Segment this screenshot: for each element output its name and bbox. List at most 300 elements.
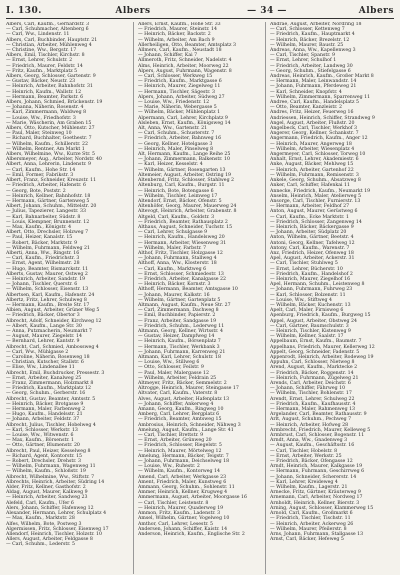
directory-entry: Angel, August, Arbeiter, Flußstr. 20	[270, 120, 355, 126]
directory-entry: Andreas, Anna, Ww., Kapellenweg 3	[270, 48, 356, 54]
directory-entry: — Carl, Tischler, Stuhlweg 5	[270, 261, 338, 267]
directory-entry: Albrecht, Wilhelmine, Ww., Stiftstr. 7	[6, 474, 95, 480]
directory-entry: — Robert, Drechsler, Drehstr. 3	[6, 459, 81, 465]
directory-entry: Althoff, Anna, Ww., Klosterstr. 18	[138, 261, 217, 267]
directory-entry: Anke, August, Bäcker, Mehlweg 15	[270, 162, 354, 168]
directory-entry: — Heinrich, Tischler, Kistenweg 9	[270, 328, 351, 334]
directory-entry: — Heinrich, Kellner, Bahnhofstr. 18	[6, 193, 91, 199]
directory-entry: Alefeld, Carl, Kaufm., Ufer 6	[6, 500, 74, 506]
directory-entry: — Johann, Schiffer, Ankerweg 4	[138, 401, 214, 407]
directory-entry: — Heinrich, Bäcker, Kornstr. 3	[138, 282, 211, 288]
directory-entry: Allmers, Carl, Kaufm., Neustadt 18	[138, 48, 222, 54]
column-2	[138, 22, 266, 574]
directory-entry: Alsleben, Ernst, Kaufm., Königsweg 14	[138, 120, 231, 126]
directory-entry: Alpermann, Carl, Lehrer, Kirchplatz 9	[138, 115, 228, 121]
directory-entry: Alberti, Anna, Ww., Ringstr. 16	[6, 250, 80, 256]
directory-entry: Altrogge, Heinrich, Maurer, Steingasse 17	[138, 386, 239, 392]
directory-entry: — Paul, Maler, Steinweg 10	[6, 131, 72, 137]
directory-entry: — Gustav, Heizer, Dampfweg 14	[138, 334, 215, 340]
directory-entry: — Friedrich, Tischler, Tischstr. 11	[270, 516, 351, 522]
directory-entry: — Max, Kaufm., Marktstr. 28	[6, 516, 75, 522]
directory-entry: Ammermann, August, Arbeiter, Moorgasse 16	[138, 495, 248, 501]
directory-entry: — Albert, Kaufm., Lange Str. 30	[6, 323, 82, 329]
directory-entry: — Heinrich, Arbeiter, Gartenhof 22	[270, 167, 354, 173]
directory-entry: — Christine, Ww., Bergstr. 17	[6, 48, 77, 54]
directory-entry: Albrecht, Julius, Tischler, Hobelweg 4	[6, 422, 96, 428]
directory-entry: — Johann, Schiffer, Fährweg 10	[270, 386, 346, 392]
directory-entry: — Louise, Ww., Ruhestr. 2	[138, 464, 200, 470]
directory-entry: — Hermann, Maler, Leinwandstr. 14	[270, 79, 357, 85]
directory-entry: — Otto, Gärtner, Blumenstr. 20	[6, 443, 80, 449]
directory-entry: — Heinrich, Arbeiter, Hofweg 28	[270, 422, 349, 428]
directory-entry: — Christian, Arbeiter, Mühlenweg 4	[6, 42, 92, 48]
directory-entry: Antoni, Georg, Kellner, Tafelweg 12	[270, 240, 355, 246]
directory-entry: — Heinrich, Arbeiter, Sandweg 23	[6, 495, 88, 501]
directory-entry: Albers, Carl, Buchbinder, Hauptstr. 21	[6, 37, 98, 43]
directory-entry: Albersmeyer, Aug., Arbeiter, Nordstr. 40	[6, 157, 102, 163]
directory-entry: — Carl, Kaufm., Hohe Str. 14	[6, 167, 76, 173]
directory-entry: Andriessen, Heinrich, Schiffer, Strandweg 9	[270, 115, 375, 121]
directory-entry: — Wilhelm, Arbeiter, Feldrain 25	[138, 375, 217, 381]
directory-entry: — Carl, Schuhm., Lederstr. 5	[6, 542, 75, 548]
directory-entry: — Wilhelm, Gärtner, Gartenplatz 5	[138, 297, 221, 303]
directory-entry: Alexander, Hermann, Lehrer, Schulplatz 4	[6, 511, 107, 517]
directory-entry: Alves, August, Arbeiter, Hafenplatz 13	[138, 396, 230, 402]
directory-entry: — Wilhelm, Tischler, Leimweg 17	[138, 193, 218, 199]
directory-entry: — Wilhelm, Kaufm., Schillerstr. 22	[6, 141, 88, 147]
directory-entry: Arendt, Ernst, Lehrer, Schulweg 22	[270, 396, 355, 402]
directory-entry: Ankele, Georg, Schuhm., Absatzweg 8	[270, 178, 361, 184]
directory-entry: Alpers, August, Fuhrmann, Wagenstr. 8	[138, 68, 232, 74]
directory-entry: — Carl, Zimmermann, Dachweg 8	[138, 308, 219, 314]
directory-entry: — Carl, Schuhmacher, Altenberg 6	[6, 27, 89, 33]
directory-entry: Altmeyer, Fritz, Bäcker, Semmelstr. 2	[138, 381, 227, 387]
directory-entry: — Johann, Fuhrmann, Pferdeweg 21	[270, 84, 357, 90]
directory-entry: Arnholdt, Heinrich, Kellner, Bierstr. 3	[270, 500, 360, 506]
directory-entry: — Carl, Tischler, Brettstr. 9	[138, 433, 204, 439]
directory-entry: Albers, Georg, Schlosser, Gartenstr. 9	[6, 74, 96, 80]
directory-entry: — Wilhelm, Fuhrmann, Wagenweg 11	[6, 464, 96, 470]
directory-entry: Albrecht, Gustav, Beamter, Amtsstr. 5	[6, 396, 96, 402]
directory-entry: — Max, Kaufm., Börsenstr. 1	[6, 438, 75, 444]
directory-entry: Altemeier, August, Arbeiter, Ostring 19	[138, 172, 232, 178]
directory-entry: — Heinrich, Maler, Pinselweg 8	[138, 146, 214, 152]
directory-entry: Albers, Johann, Schmied, Brückenstr. 19	[6, 100, 103, 106]
directory-entry: — Ernst, Arbeiter, Werkstr. 25	[270, 453, 342, 459]
directory-entry: Albrecht, Carl, Schmied, Ambossweg 4	[6, 344, 99, 350]
directory-entry: — Johann, Maurer, Kalkstr. 16	[138, 292, 210, 298]
directory-entry: — Christian, Kutscher, Stallstr. 6	[6, 360, 84, 366]
directory-entry: — Ernst, Lehrer, Schulhof 1	[270, 58, 337, 64]
directory-entry: — Ernst, Agent, Wilhelmstr. 28	[6, 261, 80, 267]
directory-entry: Allerheiligen, Otto, Beamter, Amtsplatz 3	[138, 42, 236, 48]
directory-entry: Albert, Franz, Schneider, Kreuzstr. 11	[6, 178, 97, 184]
directory-entry: — Hermann, Beamter, Parkstr. 6	[6, 94, 84, 100]
directory-entry: Allendorf, Heinrich, Tischler, Holzstr. 10	[6, 531, 103, 537]
directory-entry: — Heinrich, Bote, Botengasse 6	[138, 188, 214, 194]
directory-entry: Arnemann, Carl, Arbeiter, Nordweg 17	[270, 495, 363, 501]
directory-entry: Appuhn, Carl, Schlosser, Nietweg 8	[270, 360, 355, 366]
directory-entry: — Johann, Schiffer, Kai 7	[138, 53, 198, 59]
directory-entry: — Wilhelm, Kaufm., Schloßstr. 19	[6, 469, 86, 475]
directory-entry: — Heinrich, Maurer, Quaderweg 19	[138, 505, 224, 511]
directory-entry: Albert, Anna, Lehrerin, Lindenstr. 9	[6, 162, 92, 168]
directory-entry: Apel, August, Arbeiter, Ackerstr. 31	[270, 256, 355, 262]
directory-entry: — Heinrich, Arbeiter, Sandstr. 19	[6, 276, 86, 282]
directory-entry: Altevogt, Heinrich, Arbeiter, Grabenstr. 8	[138, 209, 237, 215]
directory-entry: Althoff, Hermann, Beamter, Amtsgasse 10	[138, 287, 238, 293]
directory-entry: — Paul, Heizer, Kanalstr. 15	[6, 235, 73, 241]
column-3	[270, 22, 394, 574]
directory-entry: — Hermann, Tischler, Sägestr. 3	[138, 89, 215, 95]
directory-entry: Arnst, Carl, Bäcker, Hefeweg 5	[270, 537, 344, 543]
directory-entry: Altmann, August, Kaufm., Neue Str. 27	[138, 302, 231, 308]
directory-entry: — Wilhelm, Fuhrmann, Remisenstr. 3	[270, 172, 359, 178]
directory-entry: Andree, Carl, Kaufm., Handelsplatz 5	[270, 100, 359, 106]
directory-entry: Albertsen, Karl, Kaufm., Hafenstr. 24	[6, 292, 95, 298]
directory-entry: Ammon, Fritz, Kaufm., Ladenstr. 3	[138, 511, 221, 517]
directory-entry: Alers, Johann, Schiffer, Hafenweg 12	[6, 505, 94, 511]
directory-entry: Ansorge, Carl, Tischler, Furnierstr. 13	[270, 198, 361, 204]
directory-entry: Angelbeck, Carl, Tischler, Werkhof 3	[270, 126, 357, 132]
directory-entry: — Ernst, Arbeiter, Grünweg 20	[138, 438, 212, 444]
directory-entry: Andrae, August, Arbeiter, Nordring 18	[270, 22, 362, 27]
directory-entry: — Georg, Schuhm., Gerberstr. 16	[6, 391, 86, 397]
directory-entry: Alpers, Johann, Arbeiter, Südweg 27	[138, 94, 225, 100]
column-1	[6, 22, 134, 574]
directory-entry: — Karl, Zimmermann, Waldweg 8	[6, 110, 87, 116]
directory-entry: — Marie, Näherin, Webergasse 5	[138, 105, 217, 111]
directory-entry: — Heinrich, Maurer, Mörtelweg 12	[138, 448, 222, 454]
directory-entry: — Hugo, Beamter, Bismarckstr. 11	[6, 266, 89, 272]
directory-entry: Albert, Johann, Schuhm., Mittelstr. 20	[6, 204, 97, 210]
directory-entry: Alberts, Gustav, Maurer, Ostweg 2	[6, 271, 88, 277]
directory-entry: — Carl, Kaufm., Friedrichstr. 3	[6, 256, 80, 262]
directory-entry: Albrecht, Adolf, Schneider, Kirchweg 12	[6, 318, 102, 324]
directory-entry: Altendorf, Ernst, Bäcker, Ofenstr. 5	[138, 198, 222, 204]
directory-entry: — Wilhelm, Zimmermann, Sparrenweg 11	[270, 94, 371, 100]
directory-entry: — Johann, Arbeiter, Südplatz 20	[270, 230, 347, 236]
directory-entry: — Friedrich, Kaufm., Kaufhausstr. 4	[270, 401, 356, 407]
directory-entry: — Friedrich, Arbeiter, Bahnweg 16	[138, 136, 222, 142]
directory-entry: — Carl, Tischler, Spanstr. 9	[270, 53, 335, 59]
directory-entry: — Heinrich, Arbeiter, Bahnhofstr. 31	[6, 84, 93, 90]
directory-entry: — Hermann, Maler, Rahmenweg 13	[270, 407, 356, 413]
directory-entry: — Friedrich, Kaufm., Marktplatz 12	[6, 386, 91, 392]
directory-entry: — Heinrich, Bäcker, Brotgasse 9	[6, 401, 84, 407]
directory-entry: Anderson, Heinrich, Kaufm., Englische Str. 2	[138, 531, 245, 537]
page-folio: — 34 —	[247, 6, 287, 16]
directory-entry: — Friedrich, Arbeiter, Landweg 30	[270, 63, 353, 69]
directory-entry: Anton, August, Maurer, Gerüstweg 6	[270, 209, 358, 215]
directory-entry: Arend, August, Kaufm., Marktecke 2	[270, 365, 358, 371]
directory-entry: Albrechts, Heinrich, Arbeiter, Südring 14	[6, 479, 105, 485]
directory-entry: Anker, Carl, Schiffer, Hafenkai 11	[270, 183, 350, 189]
directory-entry: — Johanna, Näherin, Rosenstr. 4	[6, 105, 84, 111]
directory-entry: — Carl, Kaufm., Ecke Marktstr. 1	[270, 214, 349, 220]
directory-entry: — Carl, Schlosser, Werkweg 15	[138, 74, 213, 80]
directory-entry: Ammer, Heinrich, Kellner, Krugweg 4	[138, 490, 228, 496]
directory-entry: — Robert, Bäcker, Marktstr. 9	[6, 240, 78, 246]
directory-entry: Alder, Fritz, Kellner, Gasthofstr. 2	[6, 485, 86, 491]
directory-entry: Appelbaum, Ernst, Kaufm., Baumstr. 7	[270, 339, 362, 345]
directory-entry: — Friedrich, Schlosser, Zangenweg 14	[270, 219, 362, 225]
directory-entry: Angermann, Friedrich, Kaufm., Anger 12	[270, 136, 368, 142]
directory-entry: Anz, Friedrich, Heizer, Ofenweg 18	[270, 250, 354, 256]
directory-entry: Andersen, Johann, Schiffer, Kaistr. 14	[138, 526, 228, 532]
directory-entry: Amann, Georg, Kaufm., Ringweg 10	[138, 407, 224, 413]
page-header	[6, 4, 394, 19]
directory-entry: — Wilhelm, Rentner, Am Markt 1	[6, 146, 85, 152]
directory-entry: — Louise, Ww., Stiftweg 4	[270, 297, 333, 303]
directory-entry: — Hugo, Kaufm., Handelsstr. 21	[6, 412, 83, 418]
directory-entry: Albers, Otto, Kutscher, Mühlenstr. 27	[6, 126, 95, 132]
directory-entry: — Richard, Buchhalter, Goethestr. 7	[6, 136, 92, 142]
directory-entry: — Friedrich, Schuhm., Lederweg 11	[138, 323, 225, 329]
directory-entry: Albrecht, Paul, Heizer, Kesselweg 8	[6, 448, 91, 454]
directory-entry: — Friedrich, Arbeiter, Kanalgasse 22	[138, 276, 227, 282]
directory-entry: Apelt, Carl, Maler, Firnisweg 6	[270, 308, 344, 314]
directory-entry: — Wilhelm, Maurer, Pfeilerstr. 8	[270, 526, 347, 532]
directory-entry: — Johann, Fuhrmann, Deichselweg 18	[138, 459, 230, 465]
directory-entry: — Heinrich, Kaufm., Wallstr. 12	[6, 89, 82, 95]
directory-entry: — Marie, Wäscherin, Am Graben 15	[6, 120, 92, 126]
directory-entry: — Carl, Tischler, Hobelstr. 8	[270, 448, 338, 454]
directory-entry: — Johann, Tischler, Querstr. 6	[6, 282, 78, 288]
directory-entry: Arends, Carl, Arbeiter, Deichstr. 6	[270, 381, 351, 387]
directory-entry: — Heinrich, Maurer, Ziegelweg 11	[138, 84, 221, 90]
directory-entry: — Wilhelm, Gärtner, Rosengarten 13	[138, 167, 226, 173]
directory-entry: — Heinrich, Bäcker, Backstr. 2	[138, 32, 211, 38]
directory-entry: — Carl, Kaufm., Marktweg 6	[138, 266, 207, 272]
directory-entry: — Emil, Buchbinder, Papierstr. 2	[138, 313, 216, 319]
directory-entry: — Wilhelm, Bäcker, Mühlenplatz 1	[138, 110, 221, 116]
directory-entry: — Heinrich, Bäcker, Brezelstr. 12	[270, 37, 350, 43]
directory-entry: Arns, Johann, Fuhrmann, Stallgasse 13	[270, 531, 364, 537]
directory-entry: Appel, August, Arbeiter, Obstweg 24	[270, 318, 357, 324]
directory-entry: Arndt, Anna, Ww., Gnadenweg 3	[270, 438, 348, 444]
running-head-right: Albers	[358, 6, 394, 16]
directory-entry: — Heinrich, Kaufm., Handelsweg 20	[138, 235, 225, 241]
directory-entry: Allmeroth, Fritz, Schneider, Nadelstr. 4	[138, 58, 232, 64]
directory-entry: — Georg, Bote, Poststr. 2	[6, 188, 66, 194]
directory-entry: — Elise, Ww., Lindenallee 11	[6, 365, 75, 371]
directory-entry: — Julius, Tapezierer, Langestr. 33	[6, 209, 86, 215]
directory-entry: Antony, Carl, Kaufm., Warenstr. 7	[270, 245, 350, 251]
directory-entry: Angerer, Georg, Kellner, Schankstr. 7	[270, 131, 359, 137]
directory-entry: — Ernst, Arbeiter, Kanalweg 25	[6, 375, 82, 381]
directory-entry: — Wilhelm, Arbeiter, Am Bach 9	[138, 37, 215, 43]
directory-entry: Albers, Emil, Tischler, Kirchstr. 8	[6, 53, 85, 59]
directory-entry: — Franz, Arbeiter, Sandgasse 19	[138, 318, 217, 324]
directory-entry: Anton, Wilhelm, Gärtner, Beetstr. 4	[270, 235, 354, 241]
directory-entry: — Georg, Schuhm., Stiefelgasse 6	[270, 68, 351, 74]
directory-entry: Appelt, Georg, Schneider, Fadenstr. 5	[270, 349, 360, 355]
directory-entry: Amberg, Carl, Lehrer, Bergplatz 6	[138, 412, 220, 418]
directory-entry: Altmann, Georg, Kellner, Wirtsstr. 4	[138, 328, 223, 334]
directory-entry: — Karl, Lehrer, Kreideweg 4	[270, 479, 338, 485]
directory-entry: — Carl, Ww., Mühlgasse 2	[6, 349, 69, 355]
directory-entry: Ament, Friedrich, Maler, Kunstweg 6	[138, 479, 227, 485]
directory-entry: — Wilhelm, Schlosser, Eisenstr. 13	[6, 287, 89, 293]
directory-entry: Arning, August, Schlosser, Klammerweg 15	[270, 505, 374, 511]
directory-entry: — Carl, Lehrer, Schulgasse 9	[138, 230, 208, 236]
directory-entry: Andreas, Heinrich, Kaufm., Großer Markt 8	[270, 74, 374, 80]
directory-entry: — Wilhelm, Bäcker, Kuchenstr. 13	[270, 302, 351, 308]
directory-entry: — Johann, Fuhrmann, Karrenweg 21	[138, 349, 226, 355]
directory-entry: Altenburg, Carl, Kaufm., Burgstr. 11	[138, 183, 225, 189]
directory-entry: — Karl, Schlosser, Bolzenstr. 11	[270, 292, 346, 298]
directory-entry: — Friedrich, Maurer, Steinstr. 14	[138, 27, 217, 33]
directory-entry: — Hermann, Fuhrmann, Geschirrweg 6	[270, 469, 365, 475]
directory-entry: — Hermann, Arbeiter, Wiesenweg 31	[138, 240, 227, 246]
directory-entry: — Friedrich, Maurer, Feldstr. 14	[6, 63, 83, 69]
directory-entry: Albertz, Fritz, Lehrer, Schulweg 8	[6, 297, 87, 303]
directory-entry: Althaus, August, Schneider, Tuchstr. 15	[138, 224, 233, 230]
directory-entry: — Louise, Ww., Friedenstr. 12	[138, 100, 210, 106]
directory-entry: — Wilhelm, Kaufm., Lagerstr. 21	[270, 485, 348, 491]
directory-entry: — Anna, Putzmacherin, Neumarkt 7	[6, 328, 92, 334]
directory-entry: Alt, Anna, Ww., Gartenstr. 21	[138, 126, 208, 132]
directory-entry: Albien, August, Arbeiter, Grüner Weg 5	[6, 308, 100, 314]
directory-entry: — Johann, Zimmermann, Balkenstr. 10	[138, 157, 230, 163]
directory-entry: — Carl, Schuhm., Schusterstr. 7	[138, 131, 215, 137]
directory-entry: Arlt, August, Schuhm., Pechweg 7	[270, 417, 352, 423]
directory-entry: Alms, Heinrich, Arbeiter, Moorweg 22	[138, 63, 229, 69]
directory-entry: Allers, August, Arbeiter, Feldgasse 8	[6, 537, 93, 543]
directory-entry: — Karl, Bahnarbeiter, Südstr. 8	[6, 214, 81, 220]
directory-entry: — Karl, Heizer, Kesselstr. 4	[138, 162, 203, 168]
directory-entry: — Louise, Ww., Friedhofstr. 3	[6, 115, 76, 121]
directory-entry: — Johann, Fuhrmann, Fuhrweg 23	[270, 287, 353, 293]
directory-entry: Althof, Fritz, Tischler, Holzgasse 12	[138, 250, 223, 256]
directory-entry: — Louis, Klempner, Brunnenstr. 12	[6, 219, 90, 225]
directory-entry: — Friedrich, Bäcker, Obertor 3	[6, 313, 80, 319]
directory-entry: Amelung, August, Kaufm., Lange Str. 41	[138, 427, 234, 433]
directory-entry: — Wilhelm, Maurer, Baustr. 25	[270, 42, 344, 48]
directory-entry: — Emil, Former, Fabrikstr. 3	[6, 172, 74, 178]
directory-entry: — Friedrich, Beamter, Amtsweg 15	[138, 417, 222, 423]
directory-entry: Apenburg, Friedrich, Kaufm., Burgweg 15	[270, 313, 371, 319]
directory-entry: Andres, Fritz, Heizer, Feuerweg 16	[270, 110, 354, 116]
directory-entry: — August, Kaufm., Geschäftsstr. 16	[270, 443, 355, 449]
directory-entry: — Heinrich, Bäcker, Bäckergasse 9	[270, 224, 354, 230]
directory-entry: Appelhans, Friedrich, Maurer, Kellerweg 12	[270, 344, 375, 350]
directory-entry: — Carl, Gärtner, Baumschulstr. 3	[270, 323, 349, 329]
directory-entry: Angermeyer, Carl, Schlosser, Torweg 10	[270, 152, 366, 158]
directory-entry: — Johann, Arbeiter, Feldstr. 37	[6, 417, 80, 423]
directory-entry: — Carl, Tischler, Leistenstr. 8	[138, 500, 209, 506]
directory-entry: — Wilhelm, Kaufm., Kontorweg 14	[138, 469, 220, 475]
directory-entry: Arndt, Heinrich, Maurer, Kalkgasse 19	[270, 464, 363, 470]
directory-entry: Appenrodt, Heinrich, Arbeiter, Rodeweg 19	[270, 355, 374, 360]
directory-entry: — Carl, Schlosser, Kettenweg 7	[270, 27, 345, 33]
directory-entry: — Otto, Schlosser, Feilstr. 9	[138, 365, 204, 371]
directory-entry: — Heinrich, Maurer, Angerweg 18	[270, 141, 352, 147]
directory-entry: — Friedrich, Arbeiter, Hafenstr. 6	[6, 183, 86, 189]
directory-entry: — Louise, Ww., Witwenstr. 6	[6, 433, 74, 439]
directory-entry: — Hermann, Gärtner, Gartenweg 5	[6, 198, 90, 204]
directory-entry: Altgeld, Carl, Kaufm., Goldstr. 3	[138, 214, 215, 220]
directory-entry: Argelander, Carl, Beamter, Rathausstr. 9	[270, 412, 367, 418]
directory-entry: Ambrosius, Heinrich, Schneider, Nähweg 3	[138, 422, 241, 428]
directory-entry: Altenhöfer, Georg, Maurer, Mauerweg 24	[138, 204, 237, 210]
directory-entry: — August, Maurer, Ziegelstr. 14	[6, 334, 82, 340]
directory-entry: — Heinrich, Kaufm., Börsenplatz 7	[138, 339, 221, 345]
directory-entry: Amthor, Carl, Lehrer, Lesestr. 5	[138, 521, 214, 527]
directory-entry: — Bernhard, Lehrer, Kantstr. 9	[6, 339, 80, 345]
directory-entry: — Karl, Schneider, Knopfstr. 4	[270, 89, 342, 95]
directory-entry: — Hermann, Maler, Farbenweg 2	[6, 407, 86, 413]
directory-entry: — Wilhelm, Arbeiter, Wiesenplatz 4	[270, 146, 355, 152]
directory-entry: — Max, Kaufm., Königstr. 4	[6, 224, 72, 230]
directory-entry: — Friedrich, Bäcker, Ofengasse 12	[270, 459, 353, 465]
directory-entry: Arnecke, Fritz, Gärtner, Kräuterweg 9	[270, 490, 361, 496]
directory-entry: Amelung, Hermann, Bäcker, Teigstr. 7	[138, 453, 229, 459]
directory-entry: — Carl, Ww., Lindenstr. 11	[6, 32, 70, 38]
directory-entry: — Hermann, Kaufm., Breite Str. 17	[6, 302, 90, 308]
directory-entry: Albers, Carl, Kaufm., Gerhardstr. 3	[6, 22, 90, 27]
directory-entry: Altvater, Carl, Kaufm., Vaterstr. 8	[138, 391, 218, 397]
directory-entry: — Wilhelm, Kellner, Saalstr. 17	[270, 334, 344, 340]
directory-entry: — Friedrich, Kaufm., Handelshof 2	[270, 271, 353, 277]
directory-entry: Anselm, Heinrich, Maler, Atelierweg 5	[270, 193, 362, 199]
directory-entry: — Paul, Maler, Malergasse 12	[138, 370, 209, 376]
directory-entry: — Fritz, Kaufm., Marktplatz 5	[6, 68, 78, 74]
directory-entry: — Otto, Beamter, Kanzleistr. 2	[270, 105, 342, 111]
directory-entry: — Friedrich, Beamter, Rathausplatz 2	[138, 219, 228, 225]
directory-entry: — Heinrich, Arbeiter, Ackerweg 26	[270, 521, 354, 527]
directory-entry: Amsel, Wilhelm, Gärtner, Vogelweg 10	[138, 516, 230, 522]
directory-entry: Anhalt, Ernst, Lehrer, Akademiestr. 6	[270, 157, 359, 163]
directory-entry: Albrecht, Emil, Buchdrucker, Pressestr. 3	[6, 370, 105, 376]
directory-entry: — Ernst, Lehrer, Schulstr. 2	[6, 58, 73, 64]
directory-entry: — Wilhelm, Maler, Farbstr. 7	[138, 245, 207, 251]
directory-entry: Armbrecht, Friedrich, Maurer, Kelleweg 5	[270, 427, 371, 433]
directory-entry: Albert, Otto, Drechsler, Holzweg 7	[6, 230, 89, 236]
directory-entry: Alfes, Wilhelm, Bote, Postweg 3	[6, 521, 82, 527]
directory-entry: — Friedrich, Schlosser, Riegelstr. 5	[138, 443, 222, 449]
directory-entry: Ammann, Georg, Schuhm., Sohlenstr. 11	[138, 485, 235, 491]
directory-entry: Algermissen, Fritz, Schlosser, Eisenweg 17	[6, 526, 109, 532]
directory-entry: — Johann, Fuhrmann, Stallweg 4	[138, 256, 217, 262]
directory-entry: — Friedrich, Kaufm., Hauptmarkt 4	[270, 32, 355, 38]
entry-columns	[6, 22, 394, 574]
directory-entry: Annecke, Friedrich, Kaufm., Neumarkt 19	[270, 188, 371, 194]
directory-entry: Altmann, Karl, Lehrer, Schulstr. 18	[138, 355, 222, 360]
directory-entry: — Friedrich, Bäcker, Roggenstr. 14	[270, 370, 354, 376]
directory-entry: — Caroline, Näherin, Rosenweg 18	[6, 355, 90, 360]
directory-entry: — Wilhelm, Fuhrmann, Feldweg 21	[6, 245, 90, 251]
directory-entry: Aldag, August, Maurer, Kalkweg 9	[6, 490, 88, 496]
directory-entry: — Richard, Agent, Kontorstr. 15	[6, 453, 83, 459]
directory-entry: — Ernst, Schlosser, Schmiedestr. 13	[138, 271, 224, 277]
directory-entry: — Hermann, Arbeiter, Feldhof 27	[270, 204, 350, 210]
directory-entry: — Ernst, Lehrer, Bücherstr. 10	[270, 266, 343, 272]
directory-entry: Apel, Hermann, Schuhm., Leistenweg 8	[270, 282, 365, 288]
directory-entry: Arnold, Carl, Kaufm., Großmarkt 6	[270, 511, 353, 517]
directory-entry: — Gustav, Bäcker, Neustr. 23	[6, 79, 76, 85]
directory-entry: Allers, Ernst, Kaufm., Hohe Str. 33	[138, 22, 221, 27]
directory-entry: — Franz, Zimmermann, Holzmarkt 8	[6, 381, 94, 387]
directory-entry: — Friedrich, Kaufm., Marktgasse 6	[138, 79, 222, 85]
directory-entry: Altenbernd, Fritz, Schlosser, Stahlweg 2	[138, 178, 235, 184]
directory-entry: — Georg, Kellner, Hotelgasse 3	[138, 141, 213, 147]
directory-entry: — Louise, Ww., Stillweg 6	[138, 360, 200, 366]
directory-entry: Amend, Carl, Arbeiter, Werkgasse 23	[138, 474, 227, 480]
directory-entry: — Karl, Schlosser, Werkstr. 13	[6, 427, 78, 433]
directory-entry: Alt, Hermann, Kaufm., Lange Reihe 25	[138, 152, 231, 158]
